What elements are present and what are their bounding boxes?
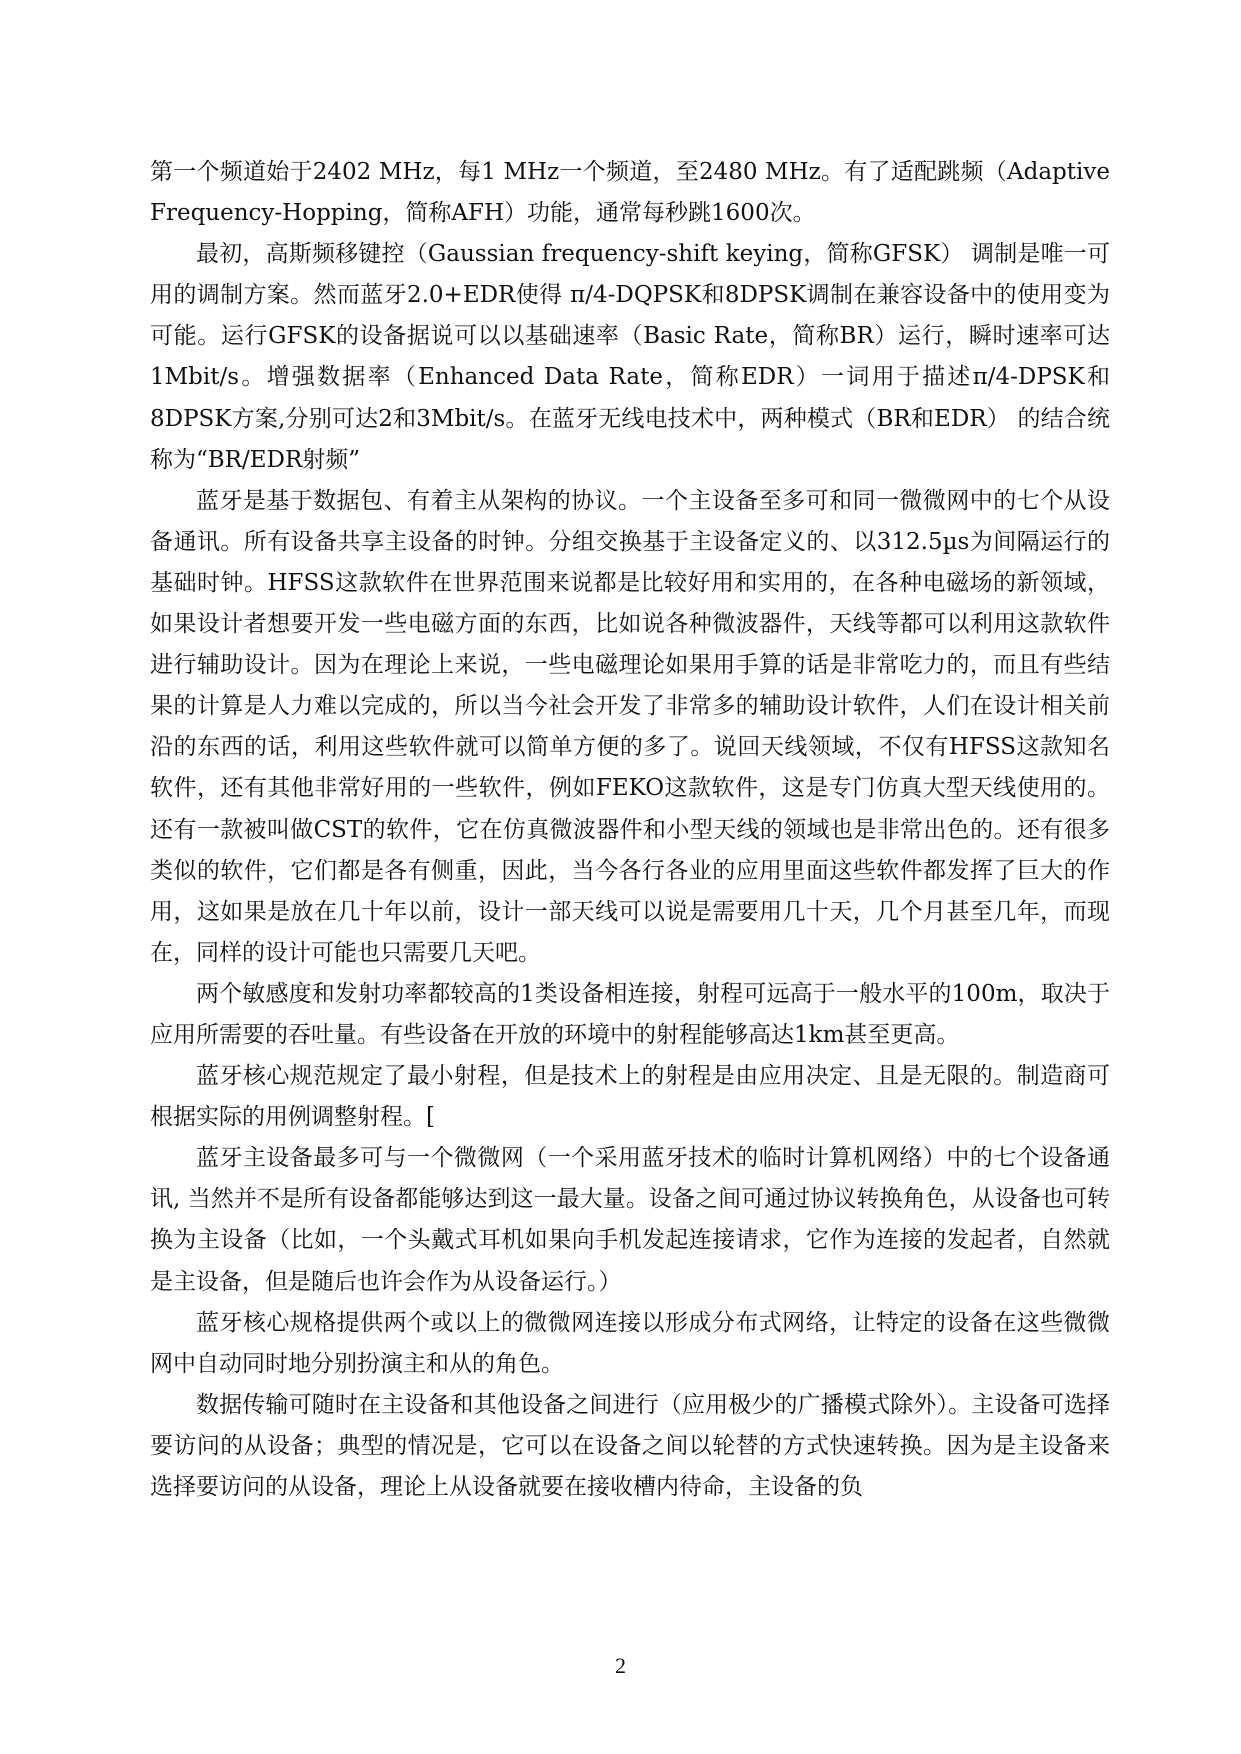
paragraph-data-transfer: 数据传输可随时在主设备和其他设备之间进行（应用极少的广播模式除外）。主设备可选择要访问的从设备；典型的情况是，它可以在设备之间以轮替的方式快速转换。因为是主设备来选择要访问的从设备，理论上从设备就要在接收槽内待命，主设备的负 [150,1391,1110,1500]
paragraph-modulation: 最初，高斯频移键控（Gaussian frequency-shift keying，简称GFSK） 调制是唯一可用的调制方案。然而蓝牙2.0+EDR使得 π/4-DQPSK和8DPSK调制在兼容设备中的使用变为可能。运行GFSK的设备据说可以以基础速率（Basic Rate，简称BR）运行，瞬时速率可达1Mbit/s。增强数据率（Enhanced Data Rate，简称EDR）一词用于描述π/4-DPSK和8DPSK方案,分别可达2和3Mbit/s。在蓝牙无线电技术中，两种模式（BR和EDR） 的结合统称为“BR/EDR射频” [150,241,1110,473]
paragraph-piconet: 蓝牙主设备最多可与一个微微网（一个采用蓝牙技术的临时计算机网络）中的七个设备通讯, 当然并不是所有设备都能够达到这一最大量。设备之间可通过协议转换角色，从设备也可转换为主设备（比如，一个头戴式耳机如果向手机发起连接请求，它作为连接的发起者，自然就是主设备，但是随后也许会作为从设备运行。） [150,1145,1110,1295]
paragraph-scatternet: 蓝牙核心规格提供两个或以上的微微网连接以形成分布式网络，让特定的设备在这些微微网中自动同时地分别扮演主和从的角色。 [150,1309,1110,1377]
paragraph-range: 两个敏感度和发射功率都较高的1类设备相连接，射程可远高于一般水平的100m，取决于应用所需要的吞吐量。有些设备在开放的环境中的射程能够高达1km甚至更高。 [150,980,1110,1048]
paragraph-core-spec-range: 蓝牙核心规范规定了最小射程，但是技术上的射程是由应用决定、且是无限的。制造商可根据实际的用例调整射程。[ [150,1063,1110,1131]
paragraph-frequency-channels: 第一个频道始于2402 MHz，每1 MHz一个频道，至2480 MHz。有了适配跳频（Adaptive Frequency-Hopping，简称AFH）功能，通常每秒跳1600次。 [150,159,1110,227]
page-number: 2 [615,1653,626,1678]
paragraph-master-slave-hfss: 蓝牙是基于数据包、有着主从架构的协议。一个主设备至多可和同一微微网中的七个从设备通讯。所有设备共享主设备的时钟。分组交换基于主设备定义的、以312.5µs为间隔运行的基础时钟。HFSS这款软件在世界范围来说都是比较好用和实用的，在各种电磁场的新领域，如果设计者想要开发一些电磁方面的东西，比如说各种微波器件，天线等都可以利用这款软件进行辅助设计。因为在理论上来说，一些电磁理论如果用手算的话是非常吃力的，而且有些结果的计算是人力难以完成的，所以当今社会开发了非常多的辅助设计软件，人们在设计相关前沿的东西的话，利用这些软件就可以简单方便的多了。说回天线领域，不仅有HFSS这款知名软件，还有其他非常好用的一些软件，例如FEKO这款软件，这是专门仿真大型天线使用的。还有一款被叫做CST的软件，它在仿真微波器件和小型天线的领域也是非常出色的。还有很多类似的软件，它们都是各有侧重，因此，当今各行各业的应用里面这些软件都发挥了巨大的作用，这如果是放在几十年以前，设计一部天线可以说是需要用几十天，几个月甚至几年，而现在，同样的设计可能也只需要几天吧。 [150,487,1110,966]
body-text [150,152,1110,1508]
